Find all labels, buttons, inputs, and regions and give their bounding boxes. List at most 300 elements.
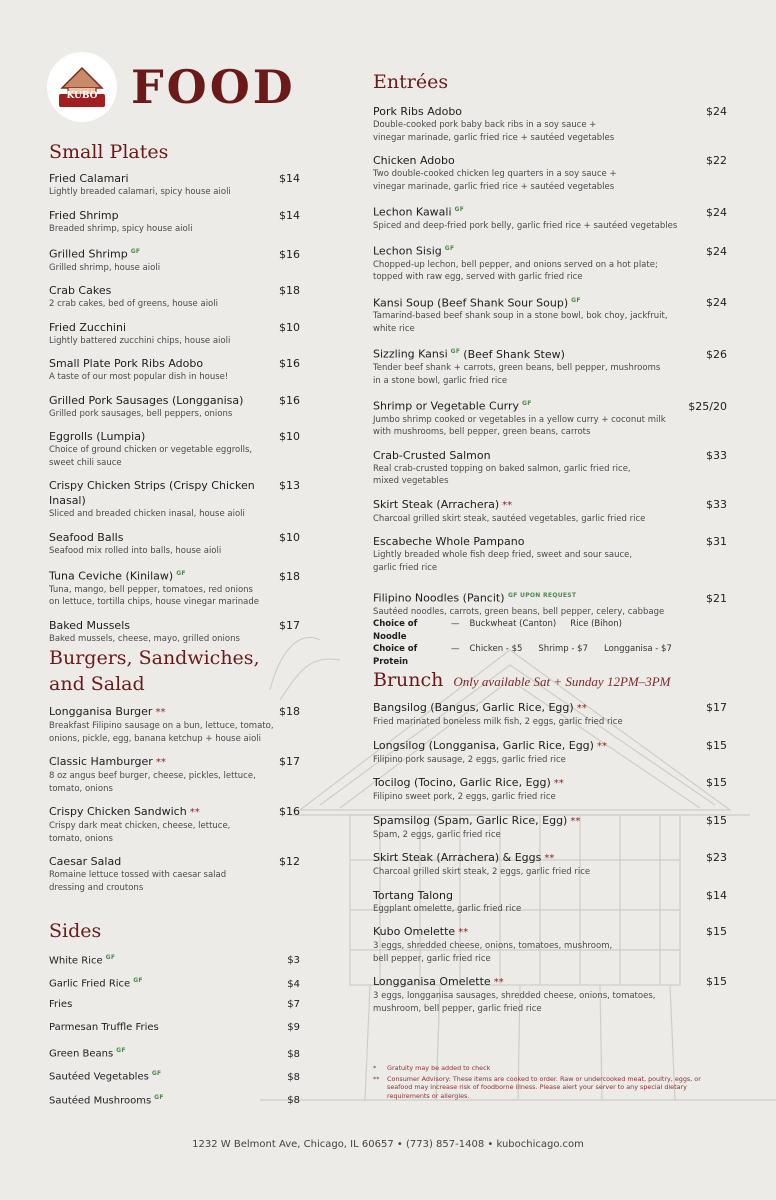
protein-choice xyxy=(373,643,727,668)
menu-item-title xyxy=(373,813,580,829)
menu-item-name: Baked Mussels xyxy=(49,618,130,632)
menu-item-desc: mixed vegetables xyxy=(373,476,449,487)
gf-badge: GF xyxy=(116,1047,126,1055)
side-item-price: $8 xyxy=(287,1048,300,1060)
menu-item-row xyxy=(49,393,300,408)
note-mark: ** xyxy=(373,1074,380,1083)
menu-item-title xyxy=(49,854,121,869)
gf-badge: GF xyxy=(105,954,116,961)
menu-item-desc: with mushrooms, bell pepper, green beans, carrots xyxy=(373,427,591,438)
menu-item-desc: dressing and croutons xyxy=(49,882,144,893)
side-item-title xyxy=(49,1090,164,1108)
menu-item-price: $16 xyxy=(279,393,300,407)
menu-item-desc: vinegar marinade, garlic fried rice + sautéed vegetables xyxy=(373,181,615,192)
menu-item-row xyxy=(373,241,727,259)
gf-badge: GF xyxy=(444,245,455,253)
menu-item-price: $18 xyxy=(279,284,300,298)
menu-item-price: $24 xyxy=(706,105,727,118)
menu-item-title xyxy=(49,530,123,545)
pancit-desc: Sautéed noodles, carrots, green beans, bell pepper, celery, cabbage xyxy=(373,606,665,617)
side-item xyxy=(49,997,300,1020)
menu-item-name: Longganisa Omelette xyxy=(373,975,491,988)
menu-item-desc: Charcoal grilled skirt steak, sautéed vegetables, garlic fried rice xyxy=(373,513,646,524)
menu-item-name: Pork Ribs Adobo xyxy=(373,105,463,118)
menu-item-desc: Seafood mix rolled into balls, house aioli xyxy=(49,545,222,556)
gf-badge: GF xyxy=(454,206,465,213)
gf-upon-request-badge: GF UPON REQUEST xyxy=(508,592,577,599)
advisory-stars: ** xyxy=(155,707,166,718)
menu-item-price: $22 xyxy=(706,154,727,167)
protein-choice-label: Choice of Protein xyxy=(373,644,418,667)
menu-item-price: $31 xyxy=(706,535,727,549)
menu-item xyxy=(373,153,727,193)
menu-item-price: $17 xyxy=(279,755,300,768)
menu-item-name: Lechon Sisig xyxy=(373,244,442,258)
advisory-stars: ** xyxy=(576,703,587,714)
side-item-name: Sautéed Mushrooms xyxy=(49,1095,152,1107)
menu-item-desc: Crispy dark meat chicken, cheese, lettuce, xyxy=(49,821,231,831)
menu-item xyxy=(49,754,300,795)
menu-item-desc: Breakfast Filipino sausage on a bun, lettuce, tomato, xyxy=(49,721,274,731)
menu-item-row xyxy=(49,356,300,371)
brunch-availability-note: Only available Sat + Sunday 12PM–3PM xyxy=(453,674,671,689)
menu-item-row xyxy=(49,478,300,508)
entrees-title: Entrées xyxy=(373,71,449,93)
gf-badge: GF xyxy=(571,296,581,304)
menu-item-desc: Chopped-up lechon, bell pepper, and onions served on a hot plate; xyxy=(373,259,658,270)
menu-item-price: $15 xyxy=(706,738,727,752)
menu-item-name: Crab-Crusted Salmon xyxy=(373,448,491,462)
side-item xyxy=(49,1090,300,1113)
side-item-price: $3 xyxy=(287,955,300,967)
menu-item-price: $15 xyxy=(706,813,727,827)
menu-item xyxy=(373,202,727,232)
page-title: FOOD xyxy=(131,60,296,114)
menu-item-desc: Spiced and deep-fried pork belly, garlic fried rice + sautéed vegetables xyxy=(373,220,678,231)
brunch-list xyxy=(373,700,727,1024)
menu-item-name: Eggrolls (Lumpia) xyxy=(49,430,146,444)
menu-item-price: $12 xyxy=(279,855,300,868)
footer-address: 1232 W Belmont Ave, Chicago, IL 60657 xyxy=(192,1139,394,1150)
menu-item-desc: Grilled shrimp, house aioli xyxy=(49,262,161,273)
menu-item-desc: Romaine lettuce tossed with caesar salad xyxy=(49,870,227,880)
footer-sep: • xyxy=(487,1139,494,1150)
side-item-title xyxy=(49,1020,159,1035)
menu-item-row xyxy=(373,396,727,414)
menu-item-row xyxy=(49,171,300,186)
side-item-title xyxy=(49,973,143,991)
menu-item-desc: bell pepper, garlic fried rice xyxy=(373,953,491,964)
gf-badge: GF xyxy=(130,248,141,255)
menu-item-name: Shrimp or Vegetable Curry xyxy=(373,399,520,413)
menu-item-name: Kansi Soup (Beef Shank Sour Soup) xyxy=(373,296,569,310)
gf-badge: GF xyxy=(522,400,532,408)
menu-item-title xyxy=(373,241,454,259)
hut-logo-icon xyxy=(56,64,108,110)
burgers-title-line1: Burgers, Sandwiches, xyxy=(49,647,260,669)
menu-item-desc: Sliced and breaded chicken inasal, house aioli xyxy=(49,509,245,520)
menu-item-price: $10 xyxy=(279,530,300,544)
side-item xyxy=(49,1043,300,1066)
menu-item-name: Longsilog (Longganisa, Garlic Rice, Egg) xyxy=(373,738,594,752)
menu-item-title xyxy=(373,497,512,513)
menu-item-price: $24 xyxy=(706,296,727,310)
menu-item-row xyxy=(373,448,727,463)
gf-badge: GF xyxy=(450,348,461,356)
pancit-price: $21 xyxy=(706,591,727,605)
menu-item-name: Fried Zucchini xyxy=(49,320,127,334)
menu-item-name: Chicken Adobo xyxy=(373,154,455,167)
menu-item-price: $13 xyxy=(279,479,300,493)
menu-item xyxy=(373,738,727,767)
menu-item-desc: Baked mussels, cheese, mayo, grilled onions xyxy=(49,633,240,644)
sides-title: Sides xyxy=(49,920,102,942)
menu-item-desc: vinegar marinade, garlic fried rice + sautéed vegetables xyxy=(373,132,615,143)
footer-sep: • xyxy=(396,1139,403,1150)
menu-item xyxy=(49,356,300,384)
menu-item-price: $16 xyxy=(279,357,300,371)
menu-item xyxy=(49,854,300,894)
menu-item xyxy=(49,320,300,348)
small-plates-list xyxy=(49,171,300,654)
menu-item-row xyxy=(373,888,727,903)
menu-item-title xyxy=(49,754,166,770)
menu-item-row xyxy=(373,974,727,990)
side-item-title xyxy=(49,997,72,1012)
menu-item-title xyxy=(49,393,243,408)
menu-item-price: $24 xyxy=(706,244,727,258)
menu-item-name: Tortang Talong xyxy=(373,888,453,902)
menu-item xyxy=(373,888,727,916)
menu-item xyxy=(49,704,300,745)
menu-item-desc: Two double-cooked chicken leg quarters in a soy sauce + xyxy=(373,169,617,179)
note-row xyxy=(373,1075,713,1101)
menu-item-desc: Lightly breaded calamari, spicy house aioli xyxy=(49,187,231,197)
menu-item xyxy=(373,534,727,574)
noodle-choice xyxy=(373,618,727,643)
menu-item-price: $33 xyxy=(706,448,727,462)
entrees-list xyxy=(373,104,727,583)
small-plates-title: Small Plates xyxy=(49,141,169,163)
menu-item-title xyxy=(373,448,491,463)
noodle-dash: — xyxy=(451,619,460,630)
menu-item-price: $16 xyxy=(279,247,300,261)
menu-item-desc: Charcoal grilled skirt steak, 2 eggs, garlic fried rice xyxy=(373,867,591,877)
menu-item-price: $10 xyxy=(279,430,300,444)
kubo-logo xyxy=(47,52,117,122)
menu-item-title xyxy=(373,738,607,754)
menu-item-name: Tocilog (Tocino, Garlic Rice, Egg) xyxy=(373,776,551,789)
gf-badge: GF xyxy=(151,1070,162,1078)
menu-item xyxy=(373,104,727,144)
footer-web[interactable]: kubochicago.com xyxy=(496,1139,584,1150)
pancit-item xyxy=(373,588,727,668)
menu-item-title xyxy=(49,566,186,584)
side-item-title xyxy=(49,1043,126,1061)
menu-item xyxy=(373,293,727,336)
side-item-title xyxy=(49,1066,161,1084)
menu-item-desc: Real crab-crusted topping on baked salmon, garlic fried rice, xyxy=(373,463,631,474)
menu-item-row xyxy=(49,208,300,223)
protein-option: Chicken - $5 xyxy=(469,644,523,655)
menu-item-row xyxy=(373,924,727,940)
menu-item-desc: white rice xyxy=(373,323,415,334)
menu-item-title xyxy=(373,104,462,119)
side-item-price: $9 xyxy=(287,1021,300,1033)
menu-item-price: $33 xyxy=(706,497,727,511)
menu-item-price: $10 xyxy=(279,320,300,334)
menu-item-title xyxy=(49,320,126,335)
side-item-title xyxy=(49,950,115,968)
menu-item-desc: Spam, 2 eggs, garlic fried rice xyxy=(373,829,501,840)
menu-item-desc: Eggplant omelette, garlic fried rice xyxy=(373,903,522,914)
menu-item-row xyxy=(373,153,727,168)
menu-item-name: Crispy Chicken Strips (Crispy Chicken Inasal) xyxy=(49,479,255,508)
gf-badge: GF xyxy=(154,1093,164,1101)
burgers-list xyxy=(49,704,300,903)
menu-item-title xyxy=(49,704,165,720)
menu-item xyxy=(49,618,300,646)
menu-item-desc: topped with raw egg, served with garlic fried rice xyxy=(373,272,583,283)
menu-item-title xyxy=(49,478,279,508)
side-item-name: Parmesan Truffle Fries xyxy=(49,1021,159,1033)
menu-item-name: Longganisa Burger xyxy=(49,705,153,718)
menu-item-price: $18 xyxy=(279,705,300,718)
menu-item-title xyxy=(373,293,581,311)
advisory-stars: ** xyxy=(155,757,166,768)
menu-item xyxy=(49,566,300,609)
side-item-price: $7 xyxy=(287,998,300,1010)
menu-item-row xyxy=(373,104,727,119)
menu-item xyxy=(49,530,300,558)
burgers-title xyxy=(49,645,260,697)
menu-item-title xyxy=(49,208,119,223)
brunch-title xyxy=(373,667,671,695)
menu-item xyxy=(373,974,727,1015)
menu-item-name: Escabeche Whole Pampano xyxy=(373,535,525,549)
menu-item-row xyxy=(373,850,727,866)
menu-item-title xyxy=(373,700,587,716)
menu-item-name-suffix: (Beef Shank Stew) xyxy=(463,348,565,362)
menu-item-name: Spamsilog (Spam, Garlic Rice, Egg) xyxy=(373,813,568,827)
menu-item xyxy=(373,241,727,284)
menu-item-row xyxy=(373,344,727,362)
menu-item-desc: mushroom, bell pepper, garlic fried rice xyxy=(373,1003,542,1014)
side-item-name: White Rice xyxy=(49,955,103,967)
menu-item-title xyxy=(373,974,504,990)
protein-option: Shrimp - $7 xyxy=(538,644,588,655)
advisory-stars: ** xyxy=(553,778,564,789)
menu-item-desc: Fried marinated boneless milk fish, 2 eggs, garlic fried rice xyxy=(373,717,623,727)
menu-item-name: Fried Calamari xyxy=(49,172,129,185)
advisory-stars: ** xyxy=(596,740,607,752)
menu-item-desc: in a stone bowl, garlic fried rice xyxy=(373,375,508,386)
menu-item-row xyxy=(373,293,727,311)
menu-item-desc: A taste of our most popular dish in house! xyxy=(49,372,229,383)
side-item xyxy=(49,950,300,973)
note-line: Consumer Advisory: These items are cooked to order. Raw or undercooked meat, poultry, eggs, or xyxy=(387,1074,701,1083)
menu-item xyxy=(49,208,300,236)
menu-item-price: $15 xyxy=(706,925,727,938)
menu-item-title xyxy=(373,344,565,362)
footer xyxy=(0,1139,776,1150)
menu-item-desc: on lettuce, tortilla chips, house vinegar marinade xyxy=(49,597,259,608)
protein-dash: — xyxy=(451,644,460,655)
menu-item-desc: Choice of ground chicken or vegetable eggrolls, xyxy=(49,445,253,456)
menu-item xyxy=(373,497,727,526)
menu-item-row xyxy=(49,754,300,770)
menu-item-title xyxy=(373,202,464,220)
menu-item-row xyxy=(49,244,300,262)
side-item xyxy=(49,1020,300,1043)
footer-phone: (773) 857-1408 xyxy=(405,1139,485,1150)
menu-item-row xyxy=(49,618,300,633)
noodle-choice-label: Choice of Noodle xyxy=(373,619,418,642)
menu-item-price: $16 xyxy=(279,805,300,818)
menu-item-name: Sizzling Kansi xyxy=(373,348,448,362)
menu-item xyxy=(49,478,300,521)
note-text xyxy=(387,1064,490,1073)
menu-item-desc: 8 oz angus beef burger, cheese, pickles, lettuce, xyxy=(49,771,256,781)
menu-item-name: Seafood Balls xyxy=(49,530,124,544)
menu-item-price: $17 xyxy=(706,701,727,714)
menu-item-desc: sweet chili sauce xyxy=(49,457,122,468)
side-item-price: $8 xyxy=(287,1071,300,1083)
menu-notes xyxy=(373,1064,713,1102)
menu-item-name: Tuna Ceviche (Kinilaw) xyxy=(49,569,174,583)
menu-item-name: Caesar Salad xyxy=(49,855,122,868)
menu-item-row xyxy=(49,854,300,869)
menu-item-desc: 3 eggs, longganisa sausages, shredded cheese, onions, tomatoes, xyxy=(373,991,656,1001)
menu-item-title xyxy=(49,244,140,262)
side-item-price: $4 xyxy=(287,978,300,990)
menu-item-desc: 3 eggs, shredded cheese, onions, tomatoes, mushroom, xyxy=(373,941,613,951)
side-item-name: Green Beans xyxy=(49,1048,114,1060)
sides-list xyxy=(49,950,300,1113)
menu-item-title xyxy=(373,775,564,791)
menu-item xyxy=(49,283,300,311)
menu-item xyxy=(373,775,727,804)
menu-item-row xyxy=(49,566,300,584)
advisory-stars: ** xyxy=(544,853,555,864)
logo-text: KUBO xyxy=(66,91,98,101)
note-line: requirements or allergies. xyxy=(387,1091,470,1100)
pancit-name: Filipino Noodles (Pancit) xyxy=(373,591,505,605)
menu-item-desc: Filipino pork sausage, 2 eggs, garlic fried rice xyxy=(373,754,566,765)
menu-item-row xyxy=(49,429,300,444)
menu-item-title xyxy=(49,804,200,820)
note-mark: * xyxy=(373,1064,377,1072)
menu-item-desc: tomato, onions xyxy=(49,833,113,844)
menu-item xyxy=(373,344,727,387)
gf-badge: GF xyxy=(176,570,186,578)
menu-item-row xyxy=(49,283,300,298)
menu-item-desc: Grilled pork sausages, bell peppers, onions xyxy=(49,408,233,419)
menu-item-name: Classic Hamburger xyxy=(49,755,153,768)
menu-item-title xyxy=(373,534,524,549)
menu-item-name: Fried Shrimp xyxy=(49,208,119,222)
menu-item-title xyxy=(49,171,129,186)
menu-item-desc: Filipino sweet pork, 2 eggs, garlic fried rice xyxy=(373,792,556,802)
menu-item-name: Kubo Omelette xyxy=(373,925,456,938)
menu-item xyxy=(373,813,727,842)
menu-item-name: Lechon Kawali xyxy=(373,205,452,219)
menu-item-title xyxy=(49,618,130,633)
menu-item-price: $17 xyxy=(279,618,300,632)
menu-item-desc: Tender beef shank + carrots, green beans, bell pepper, mushrooms xyxy=(373,363,661,374)
menu-item-desc: tomato, onions xyxy=(49,783,113,794)
menu-item-desc: Tuna, mango, bell pepper, tomatoes, red onions xyxy=(49,584,253,595)
menu-item-row xyxy=(49,804,300,820)
menu-item-title xyxy=(373,924,468,940)
menu-item-name: Bangsilog (Bangus, Garlic Rice, Egg) xyxy=(373,701,574,714)
menu-item-price: $15 xyxy=(706,776,727,789)
menu-item xyxy=(373,924,727,965)
protein-option: Longganisa - $7 xyxy=(604,644,672,655)
menu-item-title xyxy=(373,153,455,168)
menu-item-price: $15 xyxy=(706,975,727,988)
menu-item-desc: garlic fried rice xyxy=(373,562,438,573)
menu-item xyxy=(49,393,300,421)
menu-item-row xyxy=(49,704,300,720)
menu-item-row xyxy=(373,738,727,754)
menu-item-row xyxy=(373,202,727,220)
brunch-title-text: Brunch xyxy=(373,669,444,691)
menu-item-name: Skirt Steak (Arrachera) xyxy=(373,497,500,511)
menu-item xyxy=(49,429,300,469)
gf-badge: GF xyxy=(133,977,143,985)
menu-item-title xyxy=(373,888,453,903)
menu-item xyxy=(373,396,727,439)
menu-item xyxy=(49,804,300,845)
menu-item-title xyxy=(49,356,203,371)
menu-item-desc: Breaded shrimp, spicy house aioli xyxy=(49,223,193,234)
side-item xyxy=(49,973,300,996)
menu-item-desc: Lightly breaded whole fish deep fried, sweet and sour sauce, xyxy=(373,550,633,561)
menu-item xyxy=(373,700,727,729)
side-item xyxy=(49,1066,300,1089)
menu-item-title xyxy=(49,283,111,298)
side-item-name: Fries xyxy=(49,998,73,1010)
menu-item xyxy=(373,448,727,488)
advisory-stars: ** xyxy=(570,815,581,827)
menu-item xyxy=(49,171,300,199)
menu-item-name: Crab Cakes xyxy=(49,284,112,298)
menu-item-price: $26 xyxy=(706,348,727,362)
menu-item-row xyxy=(49,530,300,545)
menu-item-name: Grilled Pork Sausages (Longganisa) xyxy=(49,393,244,407)
advisory-stars: ** xyxy=(458,927,469,938)
advisory-stars: ** xyxy=(502,499,513,511)
menu-item xyxy=(49,244,300,274)
menu-item-name: Skirt Steak (Arrachera) & Eggs xyxy=(373,851,542,864)
menu-item-price: $24 xyxy=(706,205,727,219)
menu-item-desc: Lightly battered zucchini chips, house aioli xyxy=(49,335,231,346)
menu-item-row xyxy=(373,534,727,549)
menu-item-desc: Tamarind-based beef shank soup in a stone bowl, bok choy, jackfruit, xyxy=(373,311,668,322)
menu-item-row xyxy=(373,497,727,513)
menu-item-row xyxy=(373,775,727,791)
menu-item-price: $14 xyxy=(279,172,300,185)
menu-item-title xyxy=(373,850,554,866)
menu-item-name: Small Plate Pork Ribs Adobo xyxy=(49,357,204,371)
noodle-option: Rice (Bihon) xyxy=(570,619,622,630)
noodle-option: Buckwheat (Canton) xyxy=(469,619,557,630)
note-row xyxy=(373,1064,713,1073)
menu-item-name: Grilled Shrimp xyxy=(49,247,128,261)
menu-item-title xyxy=(49,429,145,444)
menu-item-price: $25/20 xyxy=(688,399,727,413)
